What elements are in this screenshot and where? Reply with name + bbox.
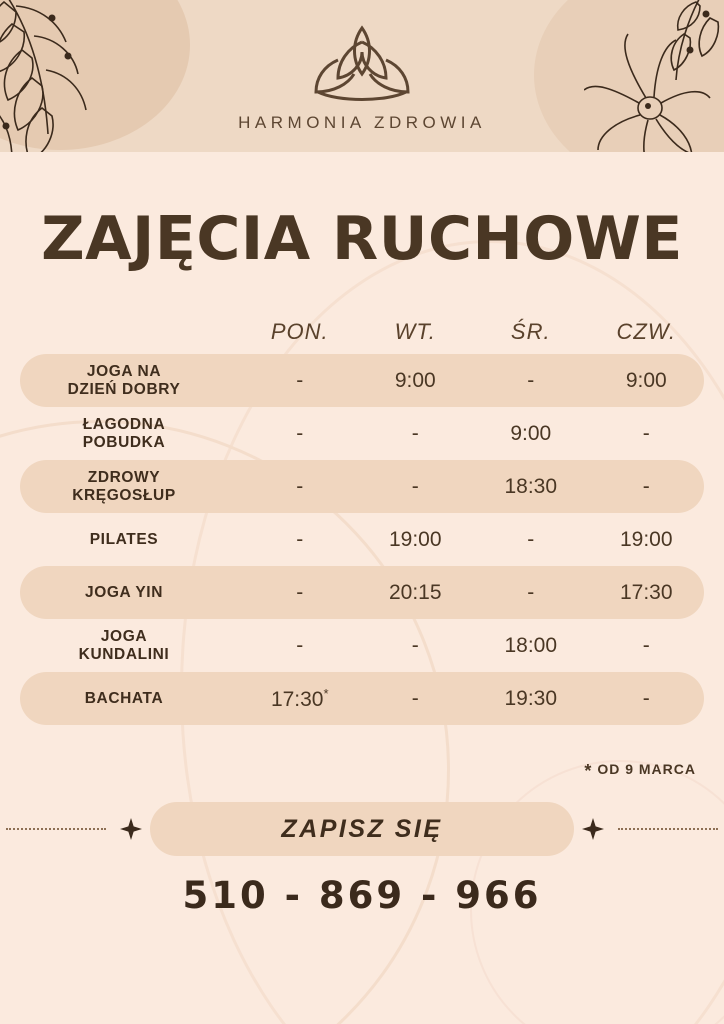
class-name-line1: BACHATA [84,689,164,707]
cell-monday: - [296,633,304,657]
class-name-line1: JOGA YIN [84,583,164,601]
cell-thursday: 19:00 [619,527,673,551]
table-row [20,672,704,725]
class-name [20,584,242,602]
page-title: ZAJĘCIA RUCHOWE [41,204,683,274]
cell-wednesday: - [527,368,535,392]
cell-tuesday: 19:00 [388,527,442,551]
cell-thursday: - [642,686,650,710]
column-header-wednesday: ŚR. [510,319,551,344]
cell-tuesday: - [411,474,419,498]
column-header-tuesday: WT. [394,319,436,344]
cell-tuesday: 9:00 [394,368,436,392]
divider-left [6,828,106,830]
cell-wednesday: 18:00 [504,633,558,657]
class-name-line1: JOGA [100,627,148,645]
footnote-marker: * [323,685,329,701]
lotus-icon [304,18,420,109]
cell-thursday: 9:00 [625,368,667,392]
class-name-line1: JOGA NA [86,362,162,380]
footnote-text: OD 9 MARCA [597,761,696,777]
cell-monday [242,686,358,712]
table-row [20,460,704,513]
class-name-line2: DZIEŃ DOBRY [67,380,181,398]
class-name-line2: KUNDALINI [78,645,170,663]
cell-monday: - [296,580,304,604]
cell-tuesday: - [411,686,419,710]
class-name-line2: POBUDKA [82,433,166,451]
cell-wednesday: 9:00 [510,421,552,445]
cell-thursday: 17:30 [619,580,673,604]
class-name-line1: ZDROWY [87,468,161,486]
cell-monday: - [296,474,304,498]
class-name [20,469,242,505]
class-name [20,531,242,549]
cell-thursday: - [642,421,650,445]
signup-button[interactable]: ZAPISZ SIĘ [150,802,574,856]
table-row [20,354,704,407]
schedule-table [20,310,704,725]
class-name-line1: PILATES [89,530,159,548]
table-row [20,407,704,460]
diamond-icon-right [582,818,604,840]
class-name [20,690,242,708]
brand-name: HARMONIA ZDROWIA [238,113,486,132]
class-name-line1: ŁAGODNA [82,415,166,433]
divider-right [618,828,718,830]
table-row [20,619,704,672]
table-row [20,513,704,566]
table-header-row [20,310,704,354]
diamond-icon-left [120,818,142,840]
cell-monday: - [296,527,304,551]
class-name [20,416,242,452]
class-name [20,628,242,664]
class-name [20,363,242,399]
cell-wednesday: - [527,527,535,551]
cta-row [0,802,724,856]
cell-monday-value: 17:30 [270,687,324,711]
column-header-monday: PON. [270,319,329,344]
header-banner [0,0,724,152]
cell-thursday: - [642,633,650,657]
cell-monday: - [296,368,304,392]
footnote-star: * [584,761,593,781]
table-row [20,566,704,619]
cell-tuesday: - [411,633,419,657]
cell-wednesday: 18:30 [504,474,558,498]
cell-monday: - [296,421,304,445]
cell-wednesday: - [527,580,535,604]
brand-logo [0,18,724,133]
cell-tuesday: - [411,421,419,445]
cell-thursday: - [642,474,650,498]
column-header-thursday: CZW. [616,319,676,344]
cell-tuesday: 20:15 [388,580,442,604]
class-name-line2: KRĘGOSŁUP [72,486,176,504]
cell-wednesday: 19:30 [504,686,558,710]
footnote [0,761,724,782]
phone-number[interactable]: 510 - 869 - 966 [182,874,542,917]
